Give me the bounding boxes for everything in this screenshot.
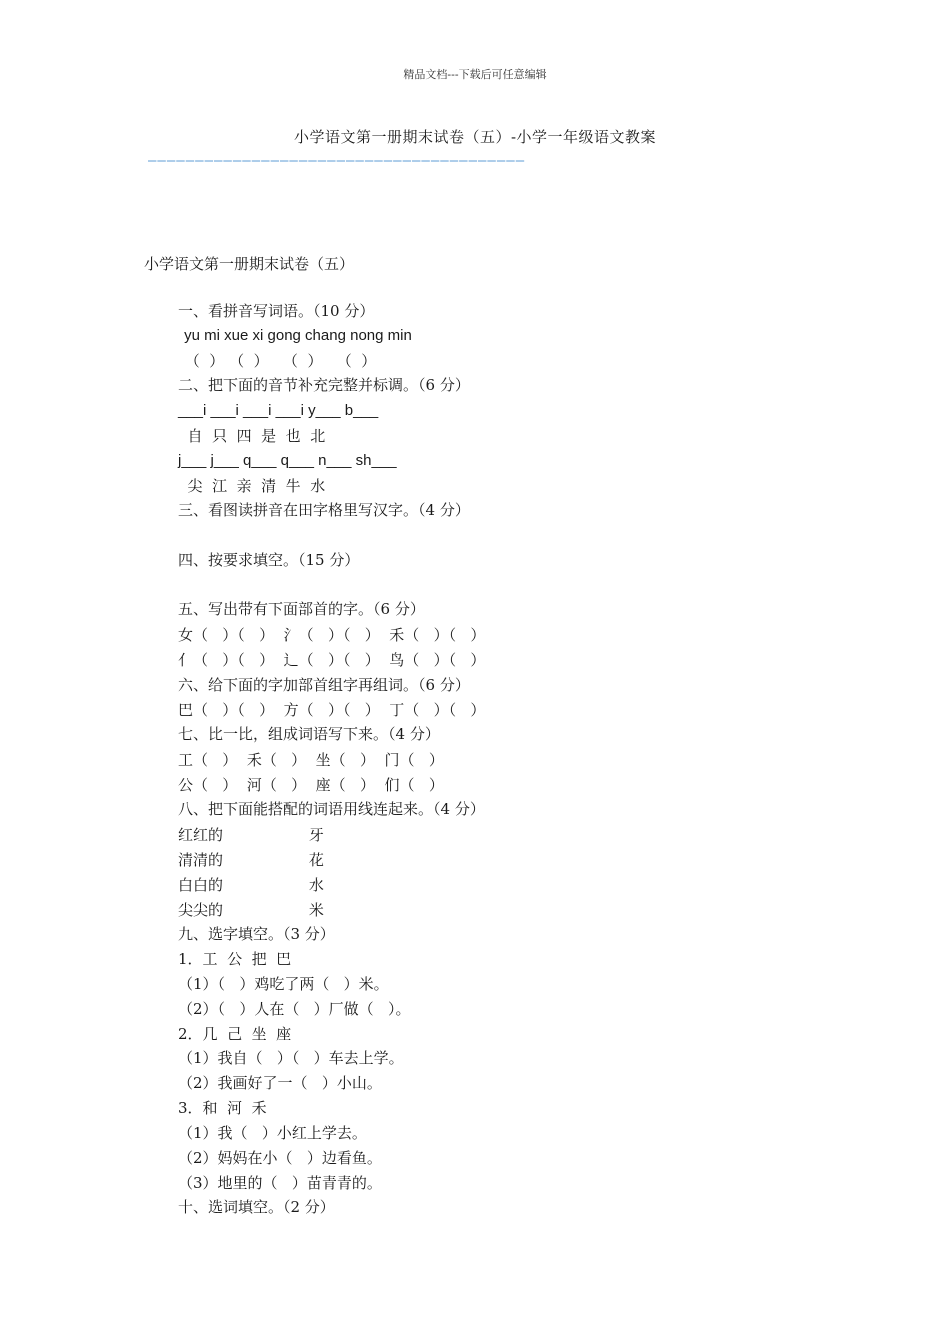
match-row-3: 白白的 水 bbox=[178, 876, 324, 894]
syllable-chars-1: 自 只 四 是 也 北 bbox=[178, 427, 326, 445]
answer-blanks: （ ） （ ） （ ） （ ） bbox=[180, 352, 377, 370]
choice-group-2: 2．几 己 坐 座 bbox=[178, 1025, 292, 1043]
running-head: 精品文档---下载后可任意编辑 bbox=[403, 68, 547, 81]
choice-3-sentence-1: （1）我（ ）小红上学去。 bbox=[178, 1124, 367, 1142]
choice-group-1: 1．工 公 把 巴 bbox=[178, 950, 292, 968]
choice-2-sentence-1: （1）我自（ ）（ ）车去上学。 bbox=[178, 1049, 404, 1067]
section-6-heading: 六、给下面的字加部首组字再组词。（6 分） bbox=[178, 676, 470, 694]
match-row-1: 红红的 牙 bbox=[178, 826, 324, 844]
section-2-heading: 二、把下面的音节补充完整并标调。（6 分） bbox=[178, 376, 470, 394]
compare-row-2: 公（ ） 河（ ） 座（ ） 们（ ） bbox=[178, 776, 444, 794]
section-1-heading: 一、看拼音写词语。（10 分） bbox=[178, 302, 375, 320]
choice-1-sentence-2: （2）（ ）人在（ ）厂做（ ）。 bbox=[178, 1000, 411, 1018]
section-8-heading: 八、把下面能搭配的词语用线连起来。（4 分） bbox=[178, 800, 485, 818]
radical-row-1: 女（ ）（ ） 氵（ ）（ ） 禾（ ）（ ） bbox=[178, 626, 486, 644]
choice-group-3: 3．和 河 禾 bbox=[178, 1099, 267, 1117]
choice-1-sentence-1: （1）（ ）鸡吃了两（ ）米。 bbox=[178, 975, 389, 993]
pinyin-prompt: yu mi xue xi gong chang nong min bbox=[180, 327, 412, 344]
radical-row-2: 亻（ ）（ ） 辶（ ）（ ） 鸟（ ）（ ） bbox=[178, 651, 486, 669]
syllable-blanks-1: ___i ___i ___i ___i y___ b___ bbox=[178, 402, 379, 419]
compare-row-1: 工（ ） 禾（ ） 坐（ ） 门（ ） bbox=[178, 751, 444, 769]
section-7-heading: 七、比一比，组成词语写下来。（4 分） bbox=[178, 725, 440, 743]
component-row: 巴（ ）（ ） 方（ ）（ ） 丁（ ）（ ） bbox=[178, 701, 486, 719]
syllable-blanks-2: j___ j___ q___ q___ n___ sh___ bbox=[178, 452, 397, 469]
document-title: 小学语文第一册期末试卷（五）-小学一年级语文教案 bbox=[293, 128, 657, 146]
match-row-2: 清清的 花 bbox=[178, 851, 324, 869]
choice-2-sentence-2: （2）我画好了一（ ）小山。 bbox=[178, 1074, 382, 1092]
title-underline-rule: ———————————————————————————————————————— bbox=[148, 153, 526, 169]
section-10-heading: 十、选词填空。（2 分） bbox=[178, 1198, 335, 1216]
section-4-heading: 四、按要求填空。（15 分） bbox=[178, 551, 360, 569]
choice-3-sentence-2: （2）妈妈在小（ ）边看鱼。 bbox=[178, 1149, 382, 1167]
syllable-chars-2: 尖 江 亲 清 牛 水 bbox=[178, 477, 326, 495]
section-3-heading: 三、看图读拼音在田字格里写汉字。（4 分） bbox=[178, 501, 470, 519]
section-5-heading: 五、写出带有下面部首的字。（6 分） bbox=[178, 600, 425, 618]
match-row-4: 尖尖的 米 bbox=[178, 901, 324, 919]
exam-subtitle: 小学语文第一册期末试卷（五） bbox=[144, 255, 355, 273]
section-9-heading: 九、选字填空。（3 分） bbox=[178, 925, 335, 943]
choice-3-sentence-3: （3）地里的（ ）苗青青的。 bbox=[178, 1174, 382, 1192]
